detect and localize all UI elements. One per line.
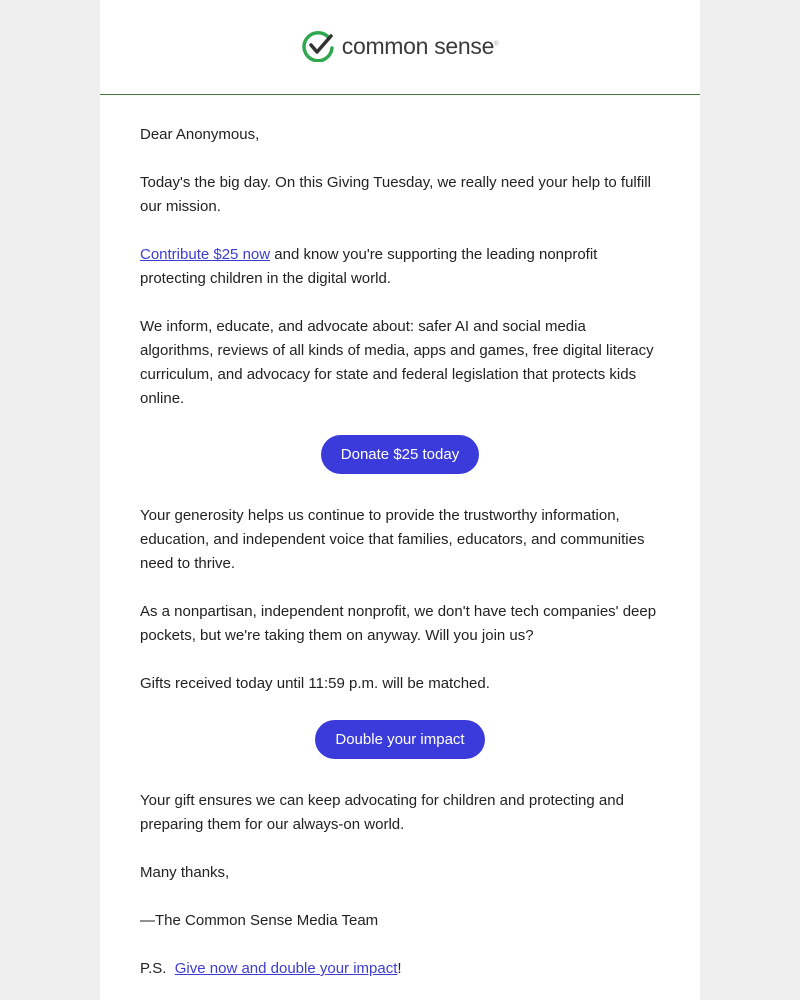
closing: Many thanks, [140, 864, 230, 881]
paragraph-nonpartisan: As a nonpartisan, independent nonprofit, we don't have tech companies' deep pockets, but we're taking them on anyway. Will you join us? [140, 603, 657, 644]
paragraph-contribute [140, 243, 660, 291]
email-body [100, 95, 700, 981]
email-card [100, 0, 700, 1000]
paragraph-mission: We inform, educate, and advocate about: safer AI and social media algorithms, reviews of all kinds of media, apps and games, free digital literacy curriculum, and advocacy for state and federal legislation that protects kids online. [140, 318, 654, 407]
ps-prefix: P.S. [140, 960, 175, 977]
paragraph-contribute-text: and know you're supporting the leading nonprofit protecting children in the digital world. [140, 246, 598, 287]
double-impact-button-wrap [140, 720, 660, 759]
registered-mark: ® [494, 40, 499, 47]
greeting: Dear Anonymous, [140, 126, 260, 143]
common-sense-logo[interactable] [302, 30, 498, 62]
ps-suffix: ! [397, 960, 402, 977]
email-header [100, 0, 700, 95]
checkmark-circle-icon [302, 30, 336, 62]
donate-button[interactable]: Donate $25 today [321, 435, 479, 474]
postscript [140, 957, 660, 981]
double-impact-button[interactable]: Double your impact [315, 720, 484, 759]
paragraph-matched: Gifts received today until 11:59 p.m. will be matched. [140, 675, 490, 692]
signature: —The Common Sense Media Team [140, 912, 379, 929]
donate-button-wrap [140, 435, 660, 474]
paragraph-gift: Your gift ensures we can keep advocating for children and protecting and preparing them for our always-on world. [140, 792, 624, 833]
give-now-link[interactable]: Give now and double your impact [174, 960, 398, 977]
paragraph-generosity: Your generosity helps us continue to provide the trustworthy information, education, and independent voice that families, educators, and communities need to thrive. [140, 507, 645, 572]
contribute-link[interactable]: Contribute $25 now [140, 246, 271, 263]
logo-text: common sense [341, 32, 495, 59]
paragraph-intro: Today's the big day. On this Giving Tuesday, we really need your help to fulfill our mission. [140, 174, 651, 215]
